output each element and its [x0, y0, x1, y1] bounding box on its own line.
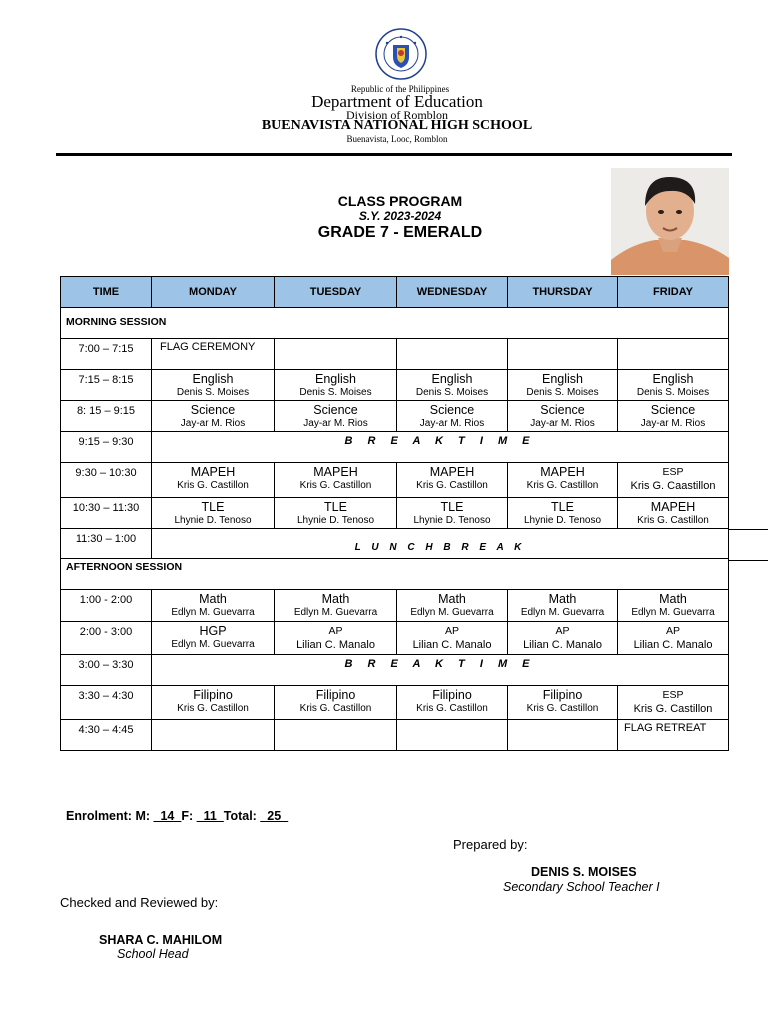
morning-session-label: MORNING SESSION — [61, 308, 729, 339]
session-row — [61, 559, 729, 590]
class-cell — [152, 463, 275, 498]
empty-cell — [397, 339, 508, 370]
subject-label: Math — [659, 592, 687, 606]
subject-label: AP — [555, 625, 570, 637]
teacher-label: Lhynie D. Tenoso — [174, 515, 252, 526]
table-row — [61, 339, 729, 370]
teacher-label: Lilian C. Manalo — [633, 639, 713, 651]
time-cell: 1:00 - 2:00 — [61, 590, 152, 622]
teacher-label: Lhynie D. Tenoso — [523, 515, 602, 526]
subject-label: English — [652, 372, 694, 386]
time-cell: 3:30 – 4:30 — [61, 686, 152, 720]
table-row — [61, 622, 729, 655]
preparer-name: DENIS S. MOISES — [531, 865, 637, 879]
teacher-label: Denis S. Moises — [526, 387, 599, 398]
class-cell — [618, 686, 729, 720]
class-cell — [152, 590, 275, 622]
table-row — [61, 498, 729, 529]
class-cell — [508, 686, 618, 720]
time-cell: 10:30 – 11:30 — [61, 498, 152, 529]
column-header-thursday: THURSDAY — [508, 277, 618, 308]
class-cell — [152, 686, 275, 720]
class-cell — [275, 401, 397, 432]
teacher-label: Kris G. Castillon — [526, 480, 599, 491]
class-cell — [275, 622, 397, 655]
subject-label: TLE — [551, 500, 574, 514]
class-cell — [508, 370, 618, 401]
teacher-label: Kris G. Castillon — [416, 480, 488, 491]
teacher-label: Kris G. Castillon — [177, 703, 249, 714]
teacher-label: Edlyn M. Guevarra — [293, 607, 378, 618]
teacher-label: Kris G. Castillon — [299, 480, 372, 491]
class-cell — [152, 622, 275, 655]
school-year: S.Y. 2023-2024 — [358, 209, 442, 223]
teacher-photo — [611, 168, 729, 275]
empty-cell — [618, 339, 729, 370]
class-cell — [508, 401, 618, 432]
subject-label: HGP — [199, 624, 227, 638]
subject-label: TLE — [324, 500, 347, 514]
teacher-label: Lilian C. Manalo — [412, 639, 492, 651]
class-cell — [508, 463, 618, 498]
table-row — [61, 686, 729, 720]
teacher-label: Jay-ar M. Rios — [530, 418, 595, 429]
flag-retreat-cell: FLAG RETREAT — [618, 720, 729, 751]
flag-ceremony-cell: FLAG CEREMONY — [152, 339, 275, 370]
checked-by-label: Checked and Reviewed by: — [60, 895, 219, 910]
class-cell — [508, 590, 618, 622]
class-cell — [397, 401, 508, 432]
time-cell: 9:15 – 9:30 — [61, 432, 152, 463]
teacher-label: Lhynie D. Tenoso — [413, 515, 491, 526]
session-row — [61, 308, 729, 339]
column-header-time: TIME — [61, 277, 152, 308]
subject-label: Math — [548, 592, 577, 606]
teacher-label: Denis S. Moises — [415, 387, 489, 398]
time-cell: 7:15 – 8:15 — [61, 370, 152, 401]
teacher-label: Kris G. Castillon — [633, 703, 713, 715]
table-row — [61, 529, 729, 559]
teacher-label: Lilian C. Manalo — [296, 639, 375, 651]
time-cell: 8: 15 – 9:15 — [61, 401, 152, 432]
subject-label: Science — [540, 403, 585, 417]
subject-label: ESP — [662, 689, 684, 701]
subject-label: Filipino — [432, 688, 472, 702]
teacher-label: Kris G. Castillon — [526, 703, 599, 714]
empty-cell — [397, 720, 508, 751]
teacher-label: Edlyn M. Guevarra — [631, 607, 715, 618]
enrolment-female: _11_ — [196, 809, 224, 823]
subject-label: Math — [321, 592, 350, 606]
class-cell — [618, 463, 729, 498]
class-cell — [618, 498, 729, 529]
class-cell — [508, 498, 618, 529]
class-cell — [618, 590, 729, 622]
class-cell — [152, 370, 275, 401]
teacher-label: Lhynie D. Tenoso — [296, 515, 375, 526]
subject-label: AP — [665, 625, 680, 637]
enrolment-label: Enrolment: M: — [66, 809, 151, 823]
table-row — [61, 463, 729, 498]
break-time-label: B R E A K T I M E — [152, 432, 729, 463]
subject-label: MAPEH — [313, 465, 358, 479]
break-time-label: B R E A K T I M E — [152, 655, 729, 686]
table-row — [61, 590, 729, 622]
empty-cell — [275, 720, 397, 751]
enrolment-total: _25_ — [260, 809, 289, 823]
table-row — [61, 401, 729, 432]
class-cell — [152, 498, 275, 529]
empty-cell — [508, 720, 618, 751]
table-row — [61, 432, 729, 463]
column-header-wednesday: WEDNESDAY — [397, 277, 508, 308]
subject-label: Filipino — [542, 688, 583, 702]
class-cell — [275, 686, 397, 720]
empty-cell — [152, 720, 275, 751]
subject-label: Math — [199, 592, 227, 606]
header-division: Division of Romblon — [345, 108, 448, 122]
deped-seal-logo — [375, 28, 427, 80]
prepared-by-label: Prepared by: — [453, 837, 528, 852]
afternoon-session-label: AFTERNOON SESSION — [61, 559, 729, 590]
subject-label: MAPEH — [650, 500, 696, 514]
subject-label: English — [315, 372, 356, 386]
class-cell — [618, 370, 729, 401]
subject-label: English — [431, 372, 473, 386]
subject-label: Science — [313, 403, 358, 417]
time-cell: 7:00 – 7:15 — [61, 339, 152, 370]
enrolment-total-label: Total: — [223, 809, 257, 823]
teacher-label: Edlyn M. Guevarra — [410, 607, 494, 618]
subject-label: MAPEH — [429, 465, 475, 479]
teacher-label: Denis S. Moises — [636, 387, 710, 398]
enrolment-line — [66, 809, 288, 823]
time-cell: 11:30 – 1:00 — [61, 529, 152, 559]
teacher-label: Edlyn M. Guevarra — [171, 639, 255, 650]
teacher-label: Kris G. Caastillon — [630, 480, 716, 492]
subject-label: AP — [328, 625, 343, 637]
table-row — [61, 370, 729, 401]
teacher-label: Kris G. Castillon — [299, 703, 372, 714]
teacher-label: Lilian C. Manalo — [523, 639, 602, 651]
subject-label: TLE — [440, 500, 464, 514]
class-cell — [508, 622, 618, 655]
lunch-break-label: L U N C H B R E A K — [152, 529, 729, 559]
enrolment-male: _14_ — [153, 809, 182, 823]
header-republic: Republic of the Philippines — [350, 84, 450, 94]
class-cell — [397, 590, 508, 622]
lunch-row-extension — [728, 529, 768, 561]
empty-cell — [508, 339, 618, 370]
header-divider — [56, 153, 732, 156]
school-head-name: SHARA C. MAHILOM — [99, 933, 223, 947]
time-cell: 9:30 – 10:30 — [61, 463, 152, 498]
teacher-label: Denis S. Moises — [176, 387, 250, 398]
table-header-row — [61, 277, 729, 308]
teacher-label: Jay-ar M. Rios — [180, 418, 246, 429]
class-cell — [397, 370, 508, 401]
time-cell: 4:30 – 4:45 — [61, 720, 152, 751]
class-schedule-table — [60, 276, 729, 751]
table-row — [61, 655, 729, 686]
subject-label: English — [192, 372, 234, 386]
subject-label: Filipino — [315, 688, 356, 702]
class-cell — [275, 370, 397, 401]
subject-label: Science — [190, 403, 236, 417]
enrolment-female-label: F: — [181, 809, 194, 823]
subject-label: TLE — [201, 500, 225, 514]
column-header-tuesday: TUESDAY — [275, 277, 397, 308]
class-cell — [618, 622, 729, 655]
class-cell — [397, 686, 508, 720]
empty-cell — [275, 339, 397, 370]
subject-label: English — [542, 372, 583, 386]
class-cell — [397, 463, 508, 498]
class-cell — [275, 590, 397, 622]
header-department: Department of Education — [311, 92, 483, 111]
subject-label: Math — [438, 592, 466, 606]
document-title: CLASS PROGRAM — [337, 193, 463, 209]
time-cell: 2:00 - 3:00 — [61, 622, 152, 655]
teacher-label: Edlyn M. Guevarra — [520, 607, 605, 618]
time-cell: 3:00 – 3:30 — [61, 655, 152, 686]
grade-section: GRADE 7 - EMERALD — [317, 224, 483, 241]
preparer-position: Secondary School Teacher I — [503, 880, 660, 894]
table-row — [61, 720, 729, 751]
class-cell — [275, 498, 397, 529]
subject-label: MAPEH — [190, 465, 236, 479]
teacher-label: Jay-ar M. Rios — [419, 418, 485, 429]
teacher-label: Denis S. Moises — [299, 387, 372, 398]
subject-label: MAPEH — [540, 465, 585, 479]
class-cell — [397, 498, 508, 529]
subject-label: Science — [429, 403, 475, 417]
subject-label: Filipino — [193, 688, 233, 702]
header-school-name: BUENAVISTA NATIONAL HIGH SCHOOL — [261, 118, 533, 133]
class-cell — [275, 463, 397, 498]
class-cell — [397, 622, 508, 655]
subject-label: AP — [444, 625, 459, 637]
teacher-label: Jay-ar M. Rios — [640, 418, 706, 429]
column-header-monday: MONDAY — [152, 277, 275, 308]
school-head-position: School Head — [117, 947, 189, 961]
teacher-label: Kris G. Castillon — [177, 480, 249, 491]
teacher-label: Kris G. Castillon — [416, 703, 488, 714]
subject-label: ESP — [662, 466, 684, 478]
class-cell — [618, 401, 729, 432]
column-header-friday: FRIDAY — [618, 277, 729, 308]
header-address: Buenavista, Looc, Romblon — [346, 134, 448, 144]
teacher-label: Jay-ar M. Rios — [303, 418, 368, 429]
subject-label: Science — [650, 403, 696, 417]
teacher-label: Kris G. Castillon — [637, 515, 709, 526]
teacher-label: Edlyn M. Guevarra — [171, 607, 255, 618]
class-cell — [152, 401, 275, 432]
